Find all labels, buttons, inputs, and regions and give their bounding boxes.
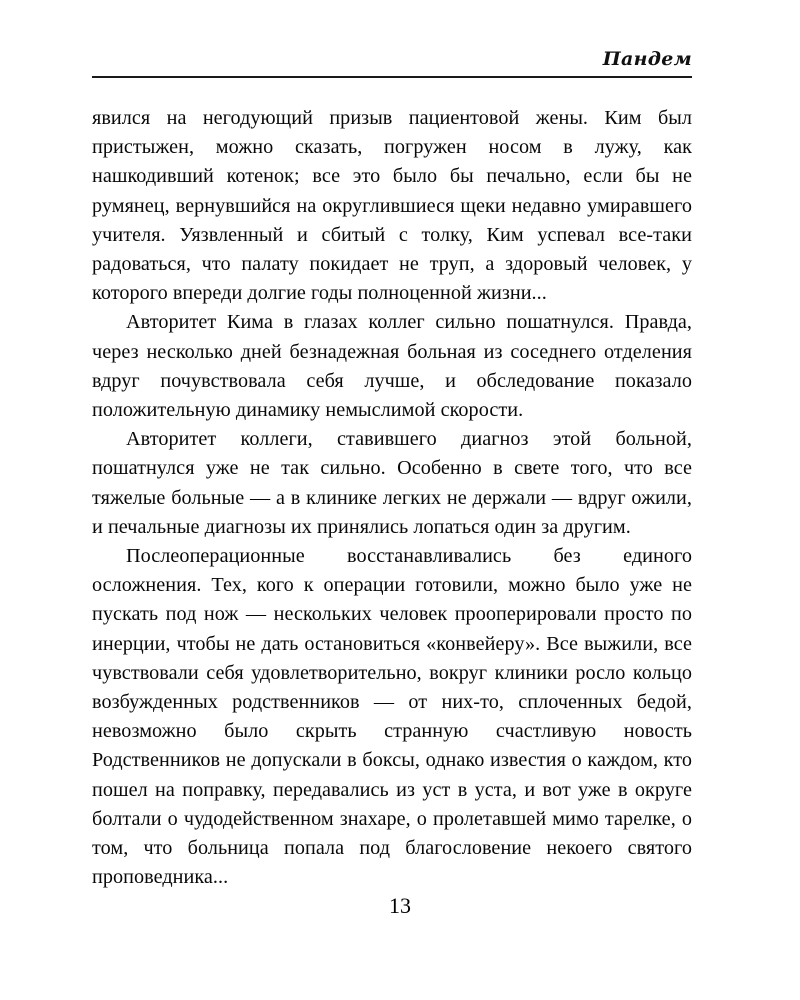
paragraph: Авторитет Кима в глазах коллег сильно пошатнулся. Правда, через несколько дней безнадежная больная из соседнего отделения вдруг почувствовала себя лучше, и обследование показало положительную динамику немыслимой скорости. xyxy=(92,311,692,422)
body-text xyxy=(92,104,692,892)
page-content xyxy=(92,48,692,892)
page-number: 13 xyxy=(389,893,411,918)
paragraph: Авторитет коллеги, ставившего диагноз этой больной, пошатнулся уже не так сильно. Особенно в свете того, что все тяжелые больные — а в клинике легких не держали — вдруг ожили, и печальные диагнозы их принялись лопаться один за другим. xyxy=(92,428,692,538)
header-rule xyxy=(92,76,692,78)
running-head: Пандем xyxy=(602,48,692,70)
paragraph: Послеоперационные восстанавливались без единого осложнения. Тех, кого к операции готовили, можно было уже не пускать под нож — нескольких человек прооперировали просто по инерции, чтобы не дать остановиться «конвейеру». Все выжили, все чувствовали себя удовлетворительно, вокруг клиники росло кольцо возбужденных родственников — от них-то, сплоченных бедой, невозможно было скрыть странную счастливую новость Родственников не допускали в боксы, однако известия о каждом, кто пошел на поправку, передавались из уст в уста, и вот уже в округе болтали о чудодейственном знахаре, о пролетавшей мимо тарелке, о том, что больница попала под благословение некоего святого проповедника... xyxy=(92,545,692,889)
paragraph: явился на негодующий призыв пациентовой жены. Ким был пристыжен, можно сказать, погружен носом в лужу, как нашкодивший котенок; все это было бы печально, если бы не румянец, вернувшийся на округлившиеся щеки недавно умиравшего учителя. Уязвленный и сбитый с толку, Ким успевал все-таки радоваться, что палату покидает не труп, а здоровый человек, у которого впереди долгие годы полноценной жизни... xyxy=(92,107,692,305)
